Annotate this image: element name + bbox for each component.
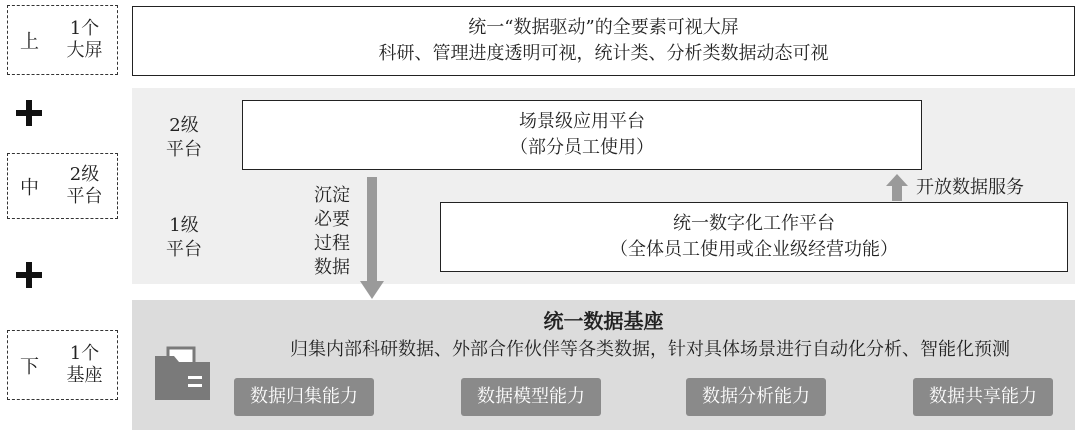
capability-data-sharing: 数据共享能力 [913,378,1053,416]
capability-data-model: 数据模型能力 [461,378,601,416]
digital-box-title: 统一数字化工作平台 [673,213,835,234]
level-label-mid [7,153,118,219]
level-label-bottom [7,330,118,400]
up-arrow-icon [885,172,909,202]
capability-data-collection: 数据归集能力 [234,378,374,416]
deposit-data-label: 沉淀 必要 过程 数据 [314,185,350,278]
scene-platform-box [242,100,922,170]
level-label-top [7,5,118,75]
base-subtitle: 归集内部科研数据、外部合作伙伴等各类数据，针对具体场景进行自动化分析、智能化预测 [290,339,1010,360]
level-desc: 1个 大屏 [66,18,103,61]
level-char: 下 [20,355,40,378]
plus-icon [16,262,42,288]
level2-label: 2级 平台 [166,115,202,160]
folder-document-icon [152,342,214,404]
level1-label: 1级 平台 [166,215,202,260]
base-title: 统一数据基座 [543,309,664,333]
level-char: 上 [20,30,40,53]
digital-work-platform-box [440,202,1068,272]
open-data-service-label: 开放数据服务 [916,177,1024,198]
plus-icon [16,100,42,126]
scene-box-subtitle: （部分员工使用） [510,137,654,158]
down-arrow-icon [358,177,386,301]
level-desc: 2级 平台 [66,164,103,207]
top-box-title: 统一“数据驱动”的全要素可视大屏 [468,17,739,38]
top-dashboard-box [132,6,1075,76]
level-char: 中 [20,176,40,199]
scene-box-title: 场景级应用平台 [519,111,645,132]
capability-data-analysis: 数据分析能力 [686,378,826,416]
top-box-subtitle: 科研、管理进度透明可视，统计类、分析类数据动态可视 [378,43,829,64]
level-desc: 1个 基座 [66,343,103,386]
digital-box-subtitle: （全体员工使用或企业级经营功能） [610,239,898,260]
